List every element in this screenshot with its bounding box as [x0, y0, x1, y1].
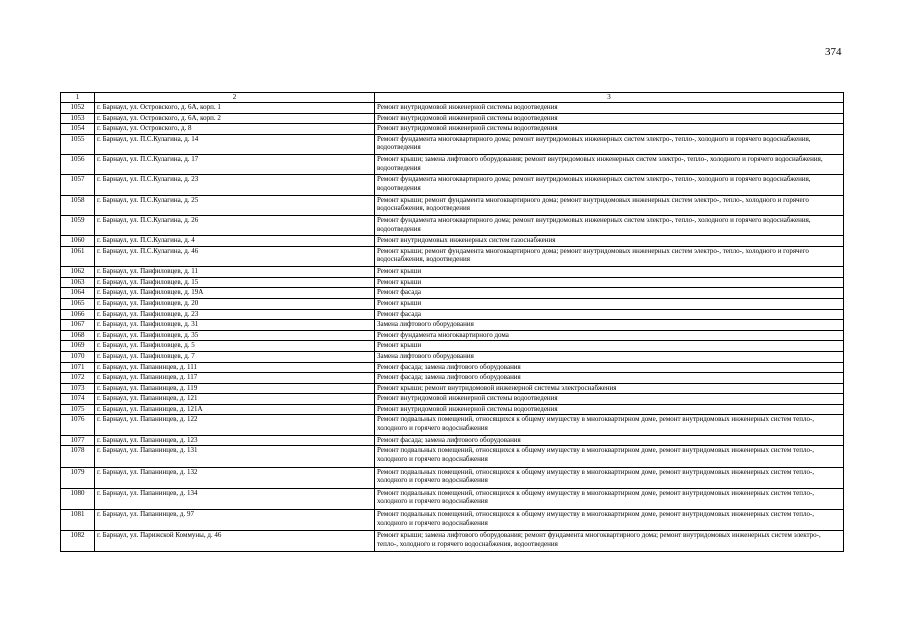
work-description-cell: Ремонт крыши	[375, 341, 844, 352]
table-row	[61, 309, 844, 320]
address-cell: г. Барнаул, ул. Папанинцев, д. 132	[95, 467, 375, 488]
row-number-cell: 1057	[61, 175, 95, 195]
work-description-cell: Замена лифтового оборудования	[375, 320, 844, 331]
table-row	[61, 415, 844, 435]
table-row	[61, 195, 844, 215]
address-cell: г. Барнаул, ул. Папанинцев, д. 117	[95, 373, 375, 384]
register-table	[60, 92, 844, 552]
address-cell: г. Барнаул, ул. П.С.Кулагина, д. 46	[95, 246, 375, 266]
row-number-cell: 1081	[61, 509, 95, 530]
address-cell: г. Барнаул, ул. Панфиловцев, д. 7	[95, 351, 375, 362]
table-row	[61, 446, 844, 467]
work-description-cell: Ремонт внутридомовой инженерной системы водоотведения	[375, 404, 844, 415]
address-cell: г. Барнаул, ул. П.С.Кулагина, д. 17	[95, 155, 375, 175]
row-number-cell: 1074	[61, 394, 95, 405]
work-description-cell: Ремонт крыши; замена лифтового оборудования; ремонт фундамента многоквартирного дома; ремонт внутридомовых инженерных систем электро-, тепло-, холодного и горячего водоснабжения, водоотведения	[375, 531, 844, 552]
work-description-cell: Ремонт внутридомовой инженерной системы водоотведения	[375, 103, 844, 114]
row-number-cell: 1079	[61, 467, 95, 488]
row-number-cell: 1076	[61, 415, 95, 435]
work-description-cell: Ремонт фасада; замена лифтового оборудования	[375, 435, 844, 446]
address-cell: г. Барнаул, ул. Панфиловцев, д. 31	[95, 320, 375, 331]
work-description-cell: Ремонт фасада; замена лифтового оборудования	[375, 373, 844, 384]
table-row	[61, 509, 844, 530]
work-description-cell: Замена лифтового оборудования	[375, 351, 844, 362]
row-number-cell: 1075	[61, 404, 95, 415]
work-description-cell: Ремонт фасада; замена лифтового оборудования	[375, 362, 844, 373]
work-description-cell: Ремонт подвальных помещений, относящихся к общему имуществу в многоквартирном доме, ремонт внутридомовых инженерных систем тепло-, холодного и горячего водоснабжения	[375, 467, 844, 488]
address-cell: г. Барнаул, ул. П.С.Кулагина, д. 4	[95, 236, 375, 247]
row-number-cell: 1067	[61, 320, 95, 331]
table-row	[61, 215, 844, 235]
row-number-cell: 1063	[61, 277, 95, 288]
work-description-cell: Ремонт крыши; замена лифтового оборудования; ремонт внутридомовых инженерных систем электро-, тепло-, холодного и горячего водоснабжения, водоотведения	[375, 155, 844, 175]
work-description-cell: Ремонт подвальных помещений, относящихся к общему имуществу в многоквартирном доме, ремонт внутридомовых инженерных систем тепло-, холодного и горячего водоснабжения	[375, 488, 844, 509]
address-cell: г. Барнаул, ул. П.С.Кулагина, д. 14	[95, 134, 375, 154]
work-description-cell: Ремонт внутридомовой инженерной системы водоотведения	[375, 394, 844, 405]
work-description-cell: Ремонт подвальных помещений, относящихся к общему имуществу в многоквартирном доме, ремонт внутридомовых инженерных систем тепло-, холодного и горячего водоснабжения	[375, 415, 844, 435]
address-cell: г. Барнаул, ул. Островского, д. 6А, корп. 2	[95, 113, 375, 124]
address-cell: г. Барнаул, ул. П.С.Кулагина, д. 25	[95, 195, 375, 215]
row-number-cell: 1072	[61, 373, 95, 384]
table-row	[61, 404, 844, 415]
work-description-cell: Ремонт крыши; ремонт фундамента многоквартирного дома; ремонт внутридомовых инженерных систем электро-, тепло-, холодного и горячего водоснабжения, водоотведения	[375, 195, 844, 215]
row-number-cell: 1070	[61, 351, 95, 362]
table-row	[61, 103, 844, 114]
address-cell: г. Барнаул, ул. Панфиловцев, д. 23	[95, 309, 375, 320]
work-description-cell: Ремонт крыши	[375, 277, 844, 288]
row-number-cell: 1062	[61, 267, 95, 278]
work-description-cell: Ремонт крыши	[375, 298, 844, 309]
row-number-cell: 1053	[61, 113, 95, 124]
table-row	[61, 246, 844, 266]
register-table-body	[61, 103, 844, 552]
table-row	[61, 320, 844, 331]
work-description-cell: Ремонт внутридомовой инженерной системы водоотведения	[375, 113, 844, 124]
address-cell: г. Барнаул, ул. Папанинцев, д. 119	[95, 383, 375, 394]
row-number-cell: 1052	[61, 103, 95, 114]
column-header-1: 1	[61, 93, 95, 103]
table-row	[61, 330, 844, 341]
address-cell: г. Барнаул, ул. Папанинцев, д. 97	[95, 509, 375, 530]
work-description-cell: Ремонт фасада	[375, 309, 844, 320]
row-number-cell: 1059	[61, 215, 95, 235]
row-number-cell: 1055	[61, 134, 95, 154]
address-cell: г. Барнаул, ул. Панфиловцев, д. 15	[95, 277, 375, 288]
address-cell: г. Барнаул, ул. П.С.Кулагина, д. 26	[95, 215, 375, 235]
table-row	[61, 298, 844, 309]
table-row	[61, 341, 844, 352]
column-header-2: 2	[95, 93, 375, 103]
table-row	[61, 383, 844, 394]
work-description-cell: Ремонт фундамента многоквартирного дома; ремонт внутридомовых инженерных систем электро-, тепло-, холодного и горячего водоснабжения, водоотведения	[375, 175, 844, 195]
table-row	[61, 113, 844, 124]
table-row	[61, 288, 844, 299]
address-cell: г. Барнаул, ул. Островского, д. 6А, корп. 1	[95, 103, 375, 114]
table-row	[61, 351, 844, 362]
row-number-cell: 1060	[61, 236, 95, 247]
work-description-cell: Ремонт подвальных помещений, относящихся к общему имуществу в многоквартирном доме, ремонт внутридомовых инженерных систем тепло-, холодного и горячего водоснабжения	[375, 509, 844, 530]
address-cell: г. Барнаул, ул. П.С.Кулагина, д. 23	[95, 175, 375, 195]
row-number-cell: 1058	[61, 195, 95, 215]
address-cell: г. Барнаул, ул. Папанинцев, д. 131	[95, 446, 375, 467]
work-description-cell: Ремонт внутридомовой инженерной системы водоотведения	[375, 124, 844, 135]
address-cell: г. Барнаул, ул. Островского, д. 8	[95, 124, 375, 135]
table-row	[61, 277, 844, 288]
table-row	[61, 124, 844, 135]
table-row	[61, 531, 844, 552]
address-cell: г. Барнаул, ул. Парижской Коммуны, д. 46	[95, 531, 375, 552]
work-description-cell: Ремонт фундамента многоквартирного дома; ремонт внутридомовых инженерных систем электро-, тепло-, холодного и горячего водоснабжения, водоотведения	[375, 215, 844, 235]
row-number-cell: 1082	[61, 531, 95, 552]
row-number-cell: 1056	[61, 155, 95, 175]
table-row	[61, 373, 844, 384]
address-cell: г. Барнаул, ул. Папанинцев, д. 123	[95, 435, 375, 446]
row-number-cell: 1073	[61, 383, 95, 394]
address-cell: г. Барнаул, ул. Папанинцев, д. 121А	[95, 404, 375, 415]
table-row	[61, 362, 844, 373]
address-cell: г. Барнаул, ул. Папанинцев, д. 122	[95, 415, 375, 435]
page-number: 374	[825, 46, 842, 58]
address-cell: г. Барнаул, ул. Папанинцев, д. 121	[95, 394, 375, 405]
table-row	[61, 155, 844, 175]
row-number-cell: 1065	[61, 298, 95, 309]
row-number-cell: 1066	[61, 309, 95, 320]
address-cell: г. Барнаул, ул. Папанинцев, д. 111	[95, 362, 375, 373]
row-number-cell: 1080	[61, 488, 95, 509]
work-description-cell: Ремонт крыши; ремонт фундамента многоквартирного дома; ремонт внутридомовых инженерных систем электро-, тепло-, холодного и горячего водоснабжения, водоотведения	[375, 246, 844, 266]
address-cell: г. Барнаул, ул. Папанинцев, д. 134	[95, 488, 375, 509]
work-description-cell: Ремонт подвальных помещений, относящихся к общему имуществу в многоквартирном доме, ремонт внутридомовых инженерных систем тепло-, холодного и горячего водоснабжения	[375, 446, 844, 467]
work-description-cell: Ремонт фундамента многоквартирного дома; ремонт внутридомовых инженерных систем электро-, тепло-, холодного и горячего водоснабжения, водоотведения	[375, 134, 844, 154]
row-number-cell: 1068	[61, 330, 95, 341]
table-row	[61, 488, 844, 509]
table-row	[61, 435, 844, 446]
row-number-cell: 1078	[61, 446, 95, 467]
row-number-cell: 1064	[61, 288, 95, 299]
row-number-cell: 1054	[61, 124, 95, 135]
row-number-cell: 1077	[61, 435, 95, 446]
work-description-cell: Ремонт крыши	[375, 267, 844, 278]
address-cell: г. Барнаул, ул. Панфиловцев, д. 11	[95, 267, 375, 278]
address-cell: г. Барнаул, ул. Панфиловцев, д. 19А	[95, 288, 375, 299]
work-description-cell: Ремонт крыши; ремонт внутридомовой инженерной системы электроснабжения	[375, 383, 844, 394]
register-table-container	[60, 92, 843, 552]
table-row	[61, 394, 844, 405]
row-number-cell: 1069	[61, 341, 95, 352]
table-row	[61, 175, 844, 195]
table-row	[61, 267, 844, 278]
row-number-cell: 1071	[61, 362, 95, 373]
work-description-cell: Ремонт фундамента многоквартирного дома	[375, 330, 844, 341]
table-row	[61, 134, 844, 154]
table-row	[61, 467, 844, 488]
address-cell: г. Барнаул, ул. Панфиловцев, д. 20	[95, 298, 375, 309]
column-header-3: 3	[375, 93, 844, 103]
row-number-cell: 1061	[61, 246, 95, 266]
address-cell: г. Барнаул, ул. Панфиловцев, д. 35	[95, 330, 375, 341]
work-description-cell: Ремонт внутридомовых инженерных систем газоснабжения	[375, 236, 844, 247]
address-cell: г. Барнаул, ул. Панфиловцев, д. 5	[95, 341, 375, 352]
column-number-header-row	[61, 93, 844, 103]
work-description-cell: Ремонт фасада	[375, 288, 844, 299]
table-row	[61, 236, 844, 247]
